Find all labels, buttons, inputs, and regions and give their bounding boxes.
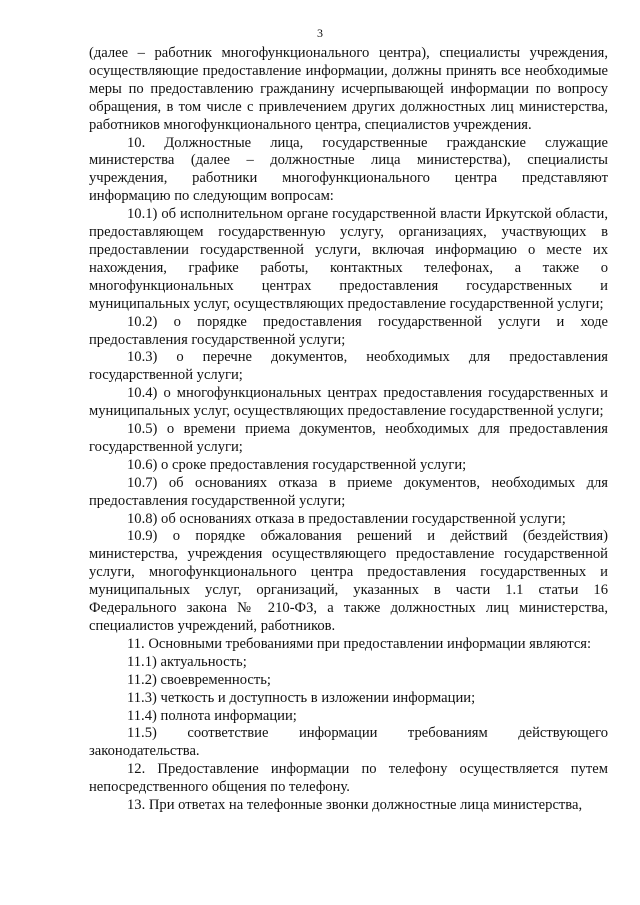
paragraph: 10.3) о перечне документов, необходимых для предоставления государственной услуги; <box>89 349 608 384</box>
paragraph: 10.8) об основаниях отказа в предоставлении государственной услуги; <box>127 510 566 527</box>
paragraph: 11.5) соответствие информации требованиям действующего законодательства. <box>89 725 608 760</box>
paragraph: 10.7) об основаниях отказа в приеме документов, необходимых для предоставления государственной услуги; <box>89 474 608 509</box>
paragraph: 11. Основными требованиями при предоставлении информации являются: <box>127 635 592 652</box>
page-number: 3 <box>317 26 323 40</box>
paragraph: 10.4) о многофункциональных центрах предоставления государственных и муниципальных услуг, осуществляющих предоставление государственной услуги; <box>89 385 608 420</box>
paragraph: 10.9) о порядке обжалования решений и действий (бездействия) министерства, учреждения осуществляющего предоставление государственной услуги, многофункционального центра предоставления государственных и муниципальных услуг, организаций, указанных в части 1.1 статьи 16 Федерального закона № 210-ФЗ, а также должностных лиц министерства, специалистов учреждений, работников. <box>89 528 608 634</box>
paragraph: 11.3) четкость и доступность в изложении информации; <box>127 689 476 706</box>
paragraph: 11.2) своевременность; <box>127 671 271 688</box>
paragraph: 10. Должностные лица, государственные гражданские служащие министерства (далее – должностные лица министерства), специалисты учреждения, работники многофункционального центра представляют информацию по следующим вопросам: <box>89 134 608 205</box>
paragraph: 11.4) полнота информации; <box>127 707 297 724</box>
paragraph: 10.6) о сроке предоставления государственной услуги; <box>127 456 467 473</box>
paragraph: (далее – работник многофункционального центра), специалисты учреждения, осуществляющие предоставление информации, должны принять все необходимые меры по предоставлению гражданину исчерпывающей информации по вопросу обращения, в том числе с привлечением других должностных лиц министерства, работников многофункционального центра, специалистов учреждения. <box>89 45 608 133</box>
paragraph: 10.5) о времени приема документов, необходимых для предоставления государственной услуги; <box>89 421 608 455</box>
paragraph: 13. При ответах на телефонные звонки должностные лица министерства, <box>127 797 583 814</box>
paragraph: 12. Предоставление информации по телефону осуществляется путем непосредственного общения по телефону. <box>89 761 608 796</box>
document-body <box>89 45 608 815</box>
paragraph: 10.2) о порядке предоставления государственной услуги и ходе предоставления государственной услуги; <box>89 313 608 348</box>
paragraph: 11.1) актуальность; <box>127 653 247 670</box>
paragraph: 10.1) об исполнительном органе государственной власти Иркутской области, предоставляющем государственную услугу, организациях, участвующих в предоставлении государственной услуги, включая информацию о месте их нахождения, графике работы, контактных телефонах, а также о многофункциональных центрах предоставления государственных и муниципальных услуг, осуществляющих предоставление государственной услуги; <box>89 206 608 312</box>
